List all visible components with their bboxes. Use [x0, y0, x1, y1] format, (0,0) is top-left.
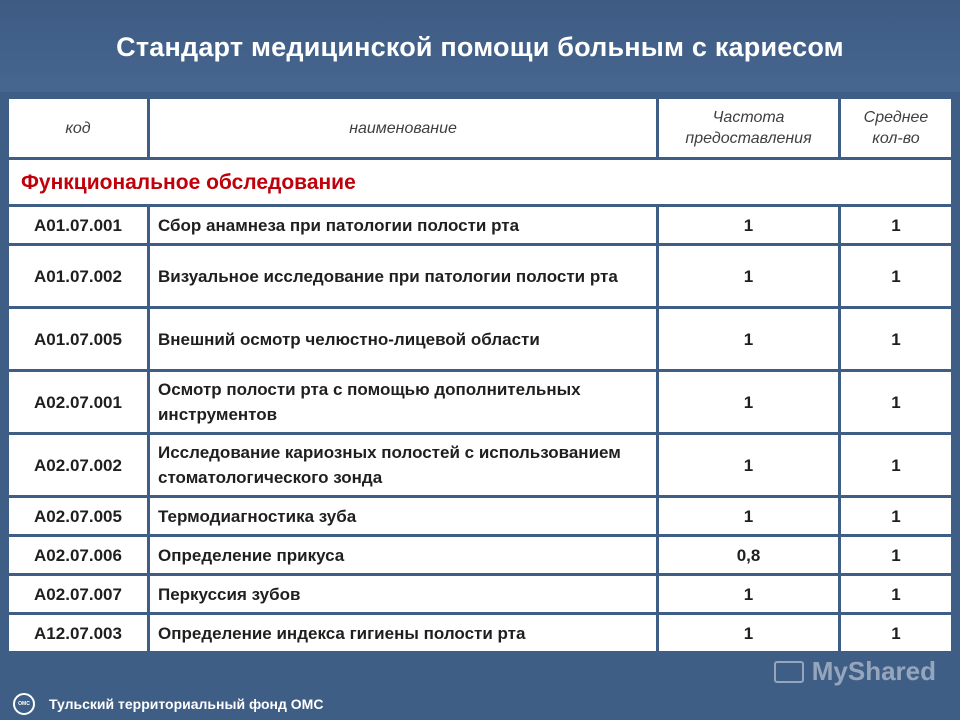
cell-name: Определение индекса гигиены полости рта [148, 614, 657, 653]
cell-code: A02.07.005 [8, 497, 149, 536]
cell-code: A01.07.005 [8, 308, 149, 371]
cell-average: 1 [839, 371, 952, 434]
table-row [8, 245, 953, 308]
table-header-row [8, 98, 953, 159]
cell-code: A02.07.002 [8, 434, 149, 497]
cell-average: 1 [839, 434, 952, 497]
header-name: наименование [148, 98, 657, 159]
cell-name: Сбор анамнеза при патологии полости рта [148, 206, 657, 245]
table-row [8, 575, 953, 614]
cell-name: Перкуссия зубов [148, 575, 657, 614]
table-row [8, 497, 953, 536]
cell-frequency: 1 [658, 614, 840, 653]
cell-code: A12.07.003 [8, 614, 149, 653]
watermark-text: MyShared [811, 656, 936, 686]
header-frequency: Частота предоставления [658, 98, 840, 159]
cell-code: A02.07.006 [8, 536, 149, 575]
oms-logo-icon [13, 693, 35, 715]
cell-code: A02.07.001 [8, 371, 149, 434]
table-row [8, 536, 953, 575]
watermark [774, 656, 936, 687]
page-title: Стандарт медицинской помощи больным с кариесом [116, 31, 844, 62]
cell-frequency: 1 [658, 575, 840, 614]
cell-code: A01.07.001 [8, 206, 149, 245]
logo-text: ОМС [18, 701, 30, 707]
slide-title-bar [0, 0, 960, 92]
standard-table [6, 96, 954, 654]
cell-average: 1 [839, 308, 952, 371]
cell-average: 1 [839, 245, 952, 308]
cell-frequency: 1 [658, 245, 840, 308]
cell-frequency: 1 [658, 434, 840, 497]
table-row [8, 371, 953, 434]
cell-name: Исследование кариозных полостей с использованием стоматологического зонда [148, 434, 657, 497]
table-row [8, 206, 953, 245]
table-row [8, 614, 953, 653]
table-row [8, 434, 953, 497]
cell-frequency: 1 [658, 497, 840, 536]
cell-average: 1 [839, 536, 952, 575]
cell-name: Определение прикуса [148, 536, 657, 575]
presentation-icon [774, 661, 804, 683]
cell-frequency: 1 [658, 371, 840, 434]
cell-code: A01.07.002 [8, 245, 149, 308]
cell-average: 1 [839, 614, 952, 653]
footer [0, 688, 960, 720]
cell-average: 1 [839, 497, 952, 536]
cell-average: 1 [839, 206, 952, 245]
cell-code: A02.07.007 [8, 575, 149, 614]
section-title: Функциональное обследование [8, 159, 953, 206]
header-average: Среднее кол-во [839, 98, 952, 159]
cell-frequency: 1 [658, 308, 840, 371]
cell-frequency: 0,8 [658, 536, 840, 575]
cell-average: 1 [839, 575, 952, 614]
cell-frequency: 1 [658, 206, 840, 245]
cell-name: Термодиагностика зуба [148, 497, 657, 536]
cell-name: Внешний осмотр челюстно-лицевой области [148, 308, 657, 371]
cell-name: Осмотр полости рта с помощью дополнительных инструментов [148, 371, 657, 434]
cell-name: Визуальное исследование при патологии полости рта [148, 245, 657, 308]
header-code: код [8, 98, 149, 159]
section-row [8, 159, 953, 206]
footer-text: Тульский территориальный фонд ОМС [49, 696, 324, 712]
table-row [8, 308, 953, 371]
